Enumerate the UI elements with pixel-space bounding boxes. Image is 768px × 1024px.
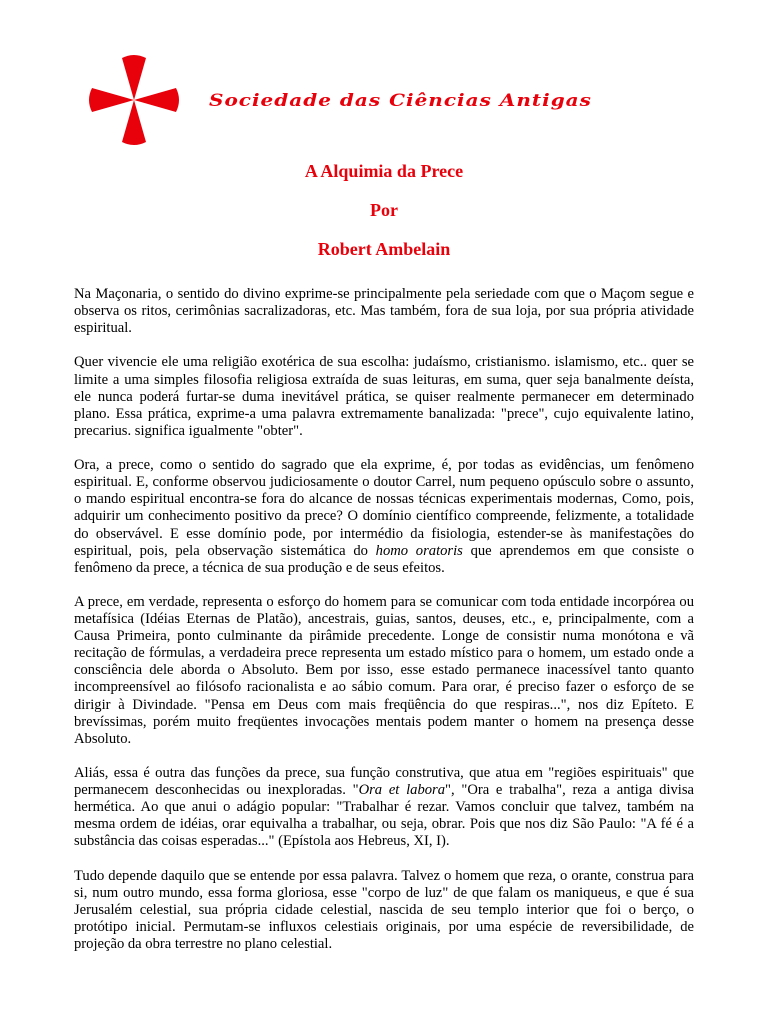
templar-cross-logo-icon xyxy=(86,52,182,148)
paragraph-1: Na Maçonaria, o sentido do divino exprime-se principalmente pela seriedade com que o Maçom segue e observa os ritos, cerimônias sacralizadoras, etc. Mas também, fora de sua loja, por sua própria atividade espiritual. xyxy=(74,286,694,337)
document-title-block xyxy=(0,160,768,277)
homo-oratoris-italic: homo oratoris xyxy=(375,542,463,559)
document-title: A Alquimia da Prece xyxy=(304,161,464,181)
paragraph-2: Quer vivencie ele uma religião exotérica de sua escolha: judaísmo, cristianismo. islamismo, etc.. quer se limite a uma simples filosofia religiosa extraída de suas leituras, em suma, quer seja banalmente deísta, ele nunca poderá furtar-se duma inevitável prática, se quiser realmente permanecer em determinado plano. Essa prática, exprime-a uma palavra extremamente banalizada: "prece", cujo equivalente latino, precarius. significa igualmente "obter". xyxy=(74,354,694,439)
paragraph-6: Tudo depende daquilo que se entende por essa palavra. Talvez o homem que reza, o orante, construa para si, num outro mundo, essa forma gloriosa, esse "corpo de luz" de que falam os maniqueus, e que é sua Jerusalém celestial, sua própria cidade celestial, nascida de seu templo interior que foi o berço, o protótipo inicial. Permutam-se influxos celestiais originais, por uma espécie de reversibilidade, de projeção da obra terrestre no plano celestial. xyxy=(74,867,694,953)
paragraph-3-text-end: que aprendemos em que consiste o fenômeno da prece, a técnica de sua produção e de seus efeitos. xyxy=(74,542,694,576)
body-text xyxy=(74,286,694,970)
ora-et-labora-italic: Ora et labora xyxy=(358,782,446,799)
author-name: Robert Ambelain xyxy=(317,239,451,259)
society-name: Sociedade das Ciências Antigas xyxy=(209,90,592,111)
paragraph-3-text: Ora, a prece, como o sentido do sagrado que ela exprime, é, por todas as evidências, um fenômeno espiritual. E, conforme observou judiciosamente o doutor Carrel, num pequeno opúsculo sobre o assunto, o mando espiritual encontra-se fora do alcance de nossas técnicas experimentais modernas, Como, pois, adquirir um conhecimento positivo da prece? O domínio científico compreende, felizmente, a totalidade do observável. E esse domínio pode, por intermédio da fisiologia, estender-se às manifestações do espiritual, pois, pela observação sistemática do xyxy=(74,457,694,559)
paragraph-5 xyxy=(74,765,694,850)
byline-por: Por xyxy=(370,200,398,220)
paragraph-5-text-end: ", "Ora e trabalha", reza a antiga divisa hermética. Ao que anui o adágio popular: "Trabalhar é rezar. Vamos concluir que talvez, também na mesma ordem de idéias, orar equivalha a trabalhar, ou seja, obrar. Pois que nos diz São Paulo: "A fé é a substância das coisas esperadas..." (Epístola aos Hebreus, XI, I). xyxy=(74,782,695,850)
paragraph-5-text: Aliás, essa é outra das funções da prece, sua função construtiva, que atua em "regiões espirituais" que permanecem desconhecidas ou inexploradas. " xyxy=(74,765,694,799)
paragraph-3 xyxy=(74,457,694,577)
paragraph-4: A prece, em verdade, representa o esforço do homem para se comunicar com toda entidade incorpórea ou metafísica (Idéias Eternas de Platão), ancestrais, guias, santos, deuses, etc., e, principalmente, com a Causa Primeira, ponto culminante da pirâmide precedente. Longe de consistir numa monótona e vã recitação de fórmulas, a verdadeira prece representa um estado místico para o homem, um estado onde a consciência dele aborda o Absoluto. Bem por isso, esse estado permanece inacessível tanto quanto incompreensível ao filósofo racionalista e ao sábio comum. Para orar, é preciso fazer o esforço de se dirigir à Divindade. "Pensa em Deus com mais freqüência do que respiras...", nos diz Epíteto. E brevíssimas, porém muito freqüentes invocações mentais podem manter o homem na presença desse Absoluto. xyxy=(74,593,694,747)
